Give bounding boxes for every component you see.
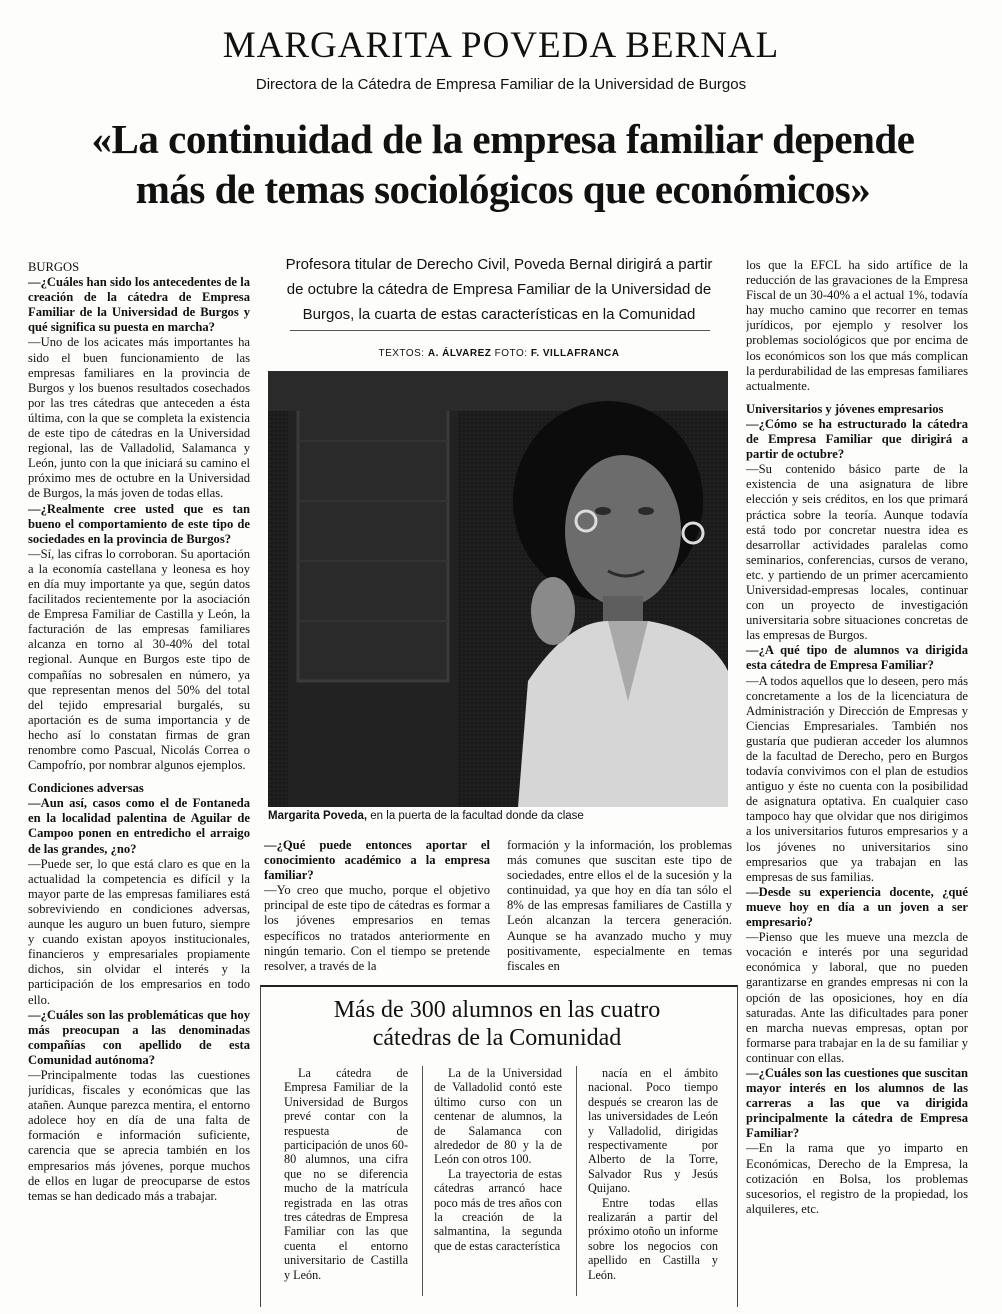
deck-line-1: Profesora titular de Derecho Civil, Poveda Bernal dirigirá a partir [285,256,713,273]
left-column [28,260,250,1300]
right-column [746,258,968,1303]
question-4: —¿Cuáles son las problemáticas que hoy más preocupan a las denominadas compañías con apellido de esta Comunidad autónoma? [28,1007,250,1067]
headline [28,114,978,214]
answer-5: —Yo creo que mucho, porque el objetivo principal de este tipo de cátedras es formar a los jóvenes empresarios en temas específicos no tratados anteriormente en ningún temario. Con el tiempo se pretende resolver, a través de la [264,883,490,973]
answer-9: —En la rama que yo imparto en Económicas, Derecho de la Empresa, la cotización en Bolsa, los problemas sucesorios, el registro de la propiedad, los alquileres, etc. [746,1141,968,1216]
answer-4: —Principalmente todas las cuestiones jurídicas, fiscales y económicas que las atañen. Aunque parezca mentira, el entorno adolece hoy en día de una falta de formación e información suficiente, carencia que se aprecia también en los empresarios más jóvenes, porque muchos de ellos en lugar de preocuparse de estos temas se han dedicado más a trabajar. [28,1067,250,1203]
answer-6: —Su contenido básico parte de la existencia de una asignatura de libre elección y seis créditos, en los que primará práctica sobre la teoría. Aunque todavía está todo por concretar nuestra idea es desarrollar actividades paralelas como seminarios, conferencias, cursos de verano, etc. y partiendo de un primer acercamiento Universidad-empresas locales, continuar con un proyecto de investigación universitaria sobre situaciones concretas de las empresas de Burgos. [746,462,968,643]
deck-rule [290,330,710,331]
question-1: —¿Cuáles han sido los antecedentes de la creación de la cátedra de Empresa Familiar de la Universidad de Burgos y qué significa su puesta en marcha? [28,275,250,335]
question-2: —¿Realmente cree usted que es tan bueno el comportamiento de este tipo de sociedades en la provincia de Burgos? [28,501,250,546]
sidebar-col1-text: La cátedra de Empresa Familiar de la Universidad de Burgos prevé contar con la respuesta de participación de unos 60-80 alumnos, una cifra que no se diferencia mucho de la matrícula registrada en las otras tres cátedras de Empresa Familiar con las que cuenta el entorno universitario de Castilla y León. [284,1066,408,1282]
question-9: —¿Cuáles son las cuestiones que suscitan mayor interés en los alumnos de las carreras a las que va dirigida principalmente la cátedra de Empresa Familiar? [746,1065,968,1141]
deck-line-3: Burgos, la cuarta de estas características en la Comunidad [302,306,696,323]
subhead-condiciones: Condiciones adversas [28,781,144,796]
answer-7: —A todos aquellos que lo deseen, pero más concretamente a los de la licenciatura de Administración y Dirección de Empresas y Ciencias Empresariales. También nos gustaría que pudieran acceder los alumnos de la facultad de Derecho, pero en Burgos todavía convivimos con el plan de estudios antiguo y éste no cuenta con la posibilidad de asignatura optativa. En cualquier caso tampoco hay que olvidar que nos dirigimos a los universitarios futuros empresarios y a los jóvenes no universitarios sino empresarios que ya trabajan en las empresas de sus familias. [746,673,968,884]
sidebar-col3-p2: Entre todas ellas realizarán a partir del próximo otoño un informe sobre los negocios con apellido en Castilla y León. [588,1195,718,1282]
photo-label: FOTO: [494,348,528,359]
deck [264,252,734,327]
middle-column-1 [264,838,490,984]
sidebar-title [262,996,732,1052]
photo-caption [268,810,738,822]
question-6: —¿Cómo se ha estructurado la cátedra de Empresa Familiar que dirigirá a partir de octubre? [746,416,968,462]
subhead-universitarios: Universitarios y jóvenes empresarios [746,401,944,416]
sidebar-title-line-1: Más de 300 alumnos en las cuatro [333,997,661,1023]
sidebar-divider-1 [422,1066,423,1296]
sidebar-col2-p1: La de la Universidad de Valladolid contó este último curso con un centenar de alumnos, la de Salamanca con alrededor de 80 y la de León con otros 100. [434,1066,562,1167]
texts-label: TEXTOS: [378,348,425,359]
interviewee-role: Directora de la Cátedra de Empresa Familiar de la Universidad de Burgos [255,76,747,93]
answer-5-end: los que la EFCL ha sido artífice de la reducción de las gravaciones de la Empresa Fiscal de un 30-40% a el actual 1%, todavía hay mucho camino que recorrer en temas jurídicos, por ejemplo y resolver los problemas sociológicos que por encima de los económicos son los que más complican la perdurabilidad de las empresas familiares actualmente. [746,258,968,393]
headline-line-2: más de temas sociológicos que económicos» [135,166,871,212]
credits [264,348,734,359]
question-8: —Desde su experiencia docente, ¿qué mueve hoy en día a un joven a ser empresario? [746,884,968,930]
portrait-illustration [268,371,728,807]
answer-8: —Pienso que les mueve una mezcla de vocación e interés por una seguridad económica y laboral, que no pueden garantizarse en grandes empresas ni con la opción de las oposiciones, hoy en día saturadas. Ante las dificultades para poner en marcha nuevas empresas, optan por formarse para trabajar en la de su familiar y continuar con ellas. [746,930,968,1065]
answer-1: —Uno de los acicates más importantes ha sido el buen funcionamiento de las empresas familiares en la provincia de Burgos y los buenos resultados cosechados por las tres cátedras que anteceden a ésta última, con la que se completa la existencia de este tipo de cátedras en la Universidad regional, las de Valladolid, Salamanca y León, junto con la que iniciará su camino el próximo mes de octubre en la Universidad de Burgos, la más joven de todas ellas. [28,335,250,501]
texts-author: A. ÁLVAREZ [427,348,492,359]
middle-column-2 [507,838,732,984]
sidebar-divider-2 [576,1066,577,1296]
deck-line-2: de octubre la cátedra de Empresa Familiar de la Universidad de [286,281,712,298]
interviewee-name: MARGARITA POVEDA BERNAL [222,25,780,66]
sidebar-column-3 [588,1066,718,1298]
answer-5-continued: formación y la información, los problemas más comunes que suscitan este tipo de sociedades, entre ellos el de la sucesión y la continuidad, ya que hoy en día tan sólo el 8% de las empresas familiares de Castilla y León alcanzan la tercera generación. Aunque se ha avanzado mucho y muy positivamente, especialmente en temas fiscales en [507,838,732,973]
answer-2: —Sí, las cifras lo corroboran. Su aportación a la economía castellana y leonesa es hoy en día muy importante ya que, según datos facilitados recientemente por la asociación de Empresa Familiar de Castilla y León, la facturación de las empresas familiares alcanza en torno al 30-40% del total regional. Aunque en Burgos este tipo de compañías no sobresalen en número, ya que representan menos del 50% del total del tejido empresarial burgalés, su aportación es de suma importancia y de hecho así lo constatan firmas de gran renombre como Pascual, Nicolás Correa o Campofrío, por nombrar algunos ejemplos. [28,546,250,773]
caption-name: Margarita Poveda, [268,810,368,822]
answer-3: —Puede ser, lo que está claro es que en la actualidad la competencia es difícil y la mayor parte de las empresas familiares está sobreviviendo en condiciones adversas, aunque les auguro un buen futuro, siempre y cuando existan apoyos institucionales, financieros y empresariales propiamente dichos, sin olvidar el interés y la participación de los empresarios en todo ello. [28,856,250,1007]
portrait-photo [268,371,728,807]
sidebar-title-line-2: cátedras de la Comunidad [372,1025,622,1051]
sidebar-col3-p1: nacía en el ámbito nacional. Poco tiempo después se crearon las de las universidades de León y Valladolid, dirigidas respectivamente por Alberto de la Torre, Salvador Rus y Jesús Quijano. [588,1066,718,1196]
question-3: —Aun así, casos como el de Fontaneda en la localidad palentina de Aguilar de Campoo ponen en entredicho el arraigo de las grandes, ¿no? [28,796,250,856]
dateline: BURGOS [28,260,80,274]
headline-line-1: «La continuidad de la empresa familiar depende [91,116,915,162]
caption-text: en la puerta de la facultad donde da clase [367,810,584,822]
sidebar-column-2 [434,1066,562,1298]
sidebar-column-1 [284,1066,408,1298]
question-5: —¿Qué puede entonces aportar el conocimiento académico a la empresa familiar? [264,838,490,883]
question-7: —¿A qué tipo de alumnos va dirigida esta cátedra de Empresa Familiar? [746,643,968,673]
sidebar-col2-p2: La trayectoria de estas cátedras arrancó hace poco más de tres años con la creación de la salmantina, la segunda que de estas característica [434,1166,562,1253]
photo-author: F. VILLAFRANCA [530,348,620,359]
